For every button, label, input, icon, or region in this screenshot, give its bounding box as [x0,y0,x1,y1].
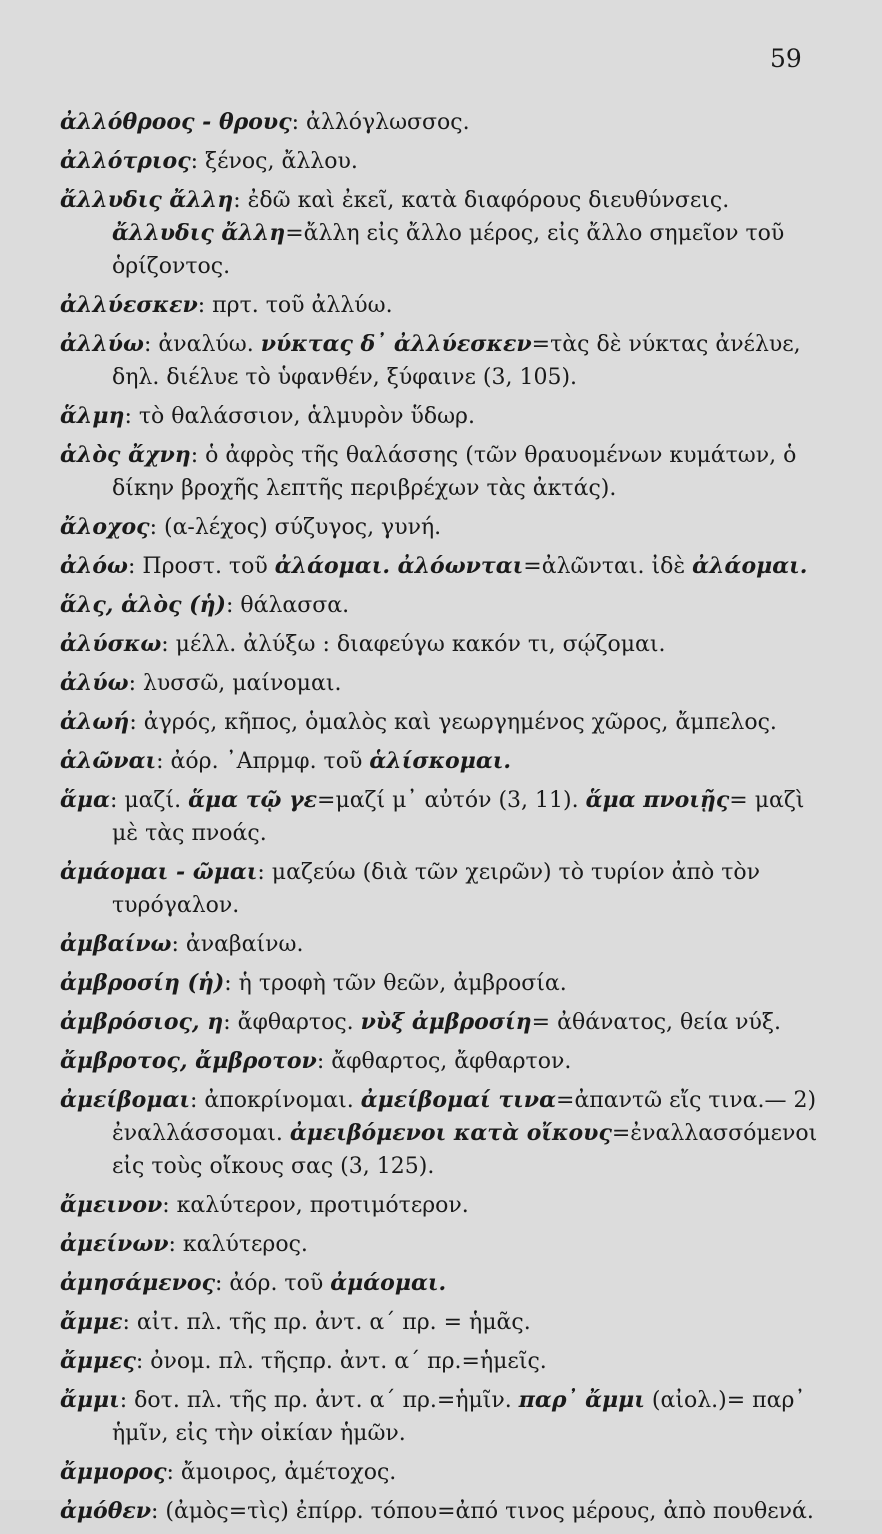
entry-definition: : ὀνομ. πλ. τῆςπρ. ἀντ. α΄ πρ.=ἡμεῖς. [135,1349,547,1374]
entry-citation: ἀμειβόμενοι κατὰ οἴκους [289,1120,612,1146]
entry-definition: : μαζί. [109,788,189,813]
entry-citation: ἀμάομαι. [330,1270,447,1296]
entry-headword: ἄλλυδις ἄλλη [60,187,234,213]
entry-headword: ἀλύω [60,670,129,696]
entry-citation: ἀλάομαι. [692,553,808,579]
page-number: 59 [770,44,802,73]
dictionary-entry [60,1228,820,1261]
entry-definition: : ἀόρ. τοῦ [215,1271,331,1296]
entry-definition: : καλύτερος. [168,1232,308,1257]
dictionary-entry [60,928,820,961]
entry-definition: : λυσσῶ, μαίνομαι. [128,671,342,696]
entry-definition: : ἐδῶ καὶ ἐκεῖ, κατὰ διαφόρους διευθύνσεις. [233,188,730,213]
entry-definition: =ἐναλλασσόμενοι εἰς τοὺς οἴκους σας (3, 125). [112,1121,818,1179]
entry-headword: ἀλύσκω [60,631,162,657]
dictionary-entry [60,628,820,661]
entry-definition: (αἰολ.)= παρ᾿ ἡμῖν, εἰς τὴν οἰκίαν ἡμῶν. [112,1388,806,1446]
entry-citation: ἅμα πνοιῇς [585,787,730,813]
dictionary-entry [60,328,820,394]
entry-headword: ἀμβαίνω [60,931,172,957]
entry-headword: ἀμείβομαι [60,1087,191,1113]
entry-citation: νύκτας δ᾿ ἀλλύεσκεν [260,331,532,357]
entry-definition: : (α-λέχος) σύζυγος, γυνή. [149,515,442,540]
entry-citation: ἄλλυδις ἄλλη [112,220,286,246]
entry-headword: ἀμόθεν [60,1498,152,1524]
dictionary-entry [60,289,820,322]
entry-headword: ἄμμι [60,1387,120,1413]
entry-headword: ἄλοχος [60,514,150,540]
entry-definition: : ἄμοιρος, ἀμέτοχος. [166,1460,397,1485]
dictionary-entry [60,400,820,433]
entry-list [60,106,820,1534]
entry-definition: : ὁ ἀφρὸς τῆς θαλάσσης (τῶν θραυομένων κυμάτων, ὁ δίκην βροχῆς λεπτῆς περιβρέχων τὰς ἀκτάς). [112,443,797,501]
dictionary-entry [60,184,820,283]
entry-headword: ἀμβρόσιος, η [60,1009,224,1035]
entry-definition: : ἡ τροφὴ τῶν θεῶν, ἀμβροσία. [224,971,567,996]
entry-definition: : ἀναβαίνω. [171,932,304,957]
entry-definition: : δοτ. πλ. τῆς πρ. ἀντ. α΄ πρ.=ἡμῖν. [119,1388,519,1413]
entry-headword: ἅμα [60,787,110,813]
entry-definition: : ἀναλύω. [144,332,261,357]
entry-headword: ἄμβροτος, ἄμβροτον [60,1048,317,1074]
dictionary-entry [60,1045,820,1078]
dictionary-entry [60,145,820,178]
entry-headword: ἀλλότριος [60,148,191,174]
entry-headword: ἄμμορος [60,1459,167,1485]
entry-headword: ἀλλύεσκεν [60,292,198,318]
entry-definition: : (ἀμὸς=τὶς) ἐπίρρ. τόπου=ἀπό τινος μέρους, ἀπὸ πουθενά. [151,1499,814,1524]
entry-headword: ἀμησάμενος [60,1270,215,1296]
entry-headword: ἄμεινον [60,1192,163,1218]
dictionary-entry [60,1345,820,1378]
entry-definition: : ἀποκρίνομαι. [190,1088,361,1113]
entry-headword: ἁλῶναι [60,748,157,774]
entry-definition: : τὸ θαλάσσιον, ἁλμυρὸν ὕδωρ. [124,404,475,429]
entry-headword: ἁλὸς ἄχνη [60,442,191,468]
entry-citation: παρ᾿ ἄμμι [518,1387,645,1413]
entry-headword: ἀλλόθροος - θρους [60,109,292,135]
dictionary-entry [60,667,820,700]
entry-citation: ἁλίσκομαι. [369,748,512,774]
entry-definition: =ἀπαντῶ εἴς τινα.— 2) ἐναλλάσσομαι. [112,1088,817,1146]
dictionary-entry [60,1384,820,1450]
entry-definition: : μαζεύω (διὰ τῶν χειρῶν) τὸ τυρίον ἀπὸ τὸν τυρόγαλον. [112,860,761,918]
entry-definition: : ἀόρ. ᾿Απρμφ. τοῦ [156,749,370,774]
entry-citation: ἀμείβομαί τινα [360,1087,557,1113]
dictionary-entry [60,745,820,778]
dictionary-entry [60,706,820,739]
entry-definition: : ξένος, ἄλλου. [190,149,358,174]
entry-definition: : Προστ. τοῦ [127,554,275,579]
entry-definition: =μαζί μ᾿ αὐτόν (3, 11). [317,788,586,813]
entry-citation: ἀλάομαι. ἀλόωνται [274,553,524,579]
entry-definition: =τὰς δὲ νύκτας ἀνέλυε, δηλ. διέλυε τὸ ὑφανθέν, ξύφαινε (3, 105). [112,332,801,390]
entry-definition: : ἀγρός, κῆπος, ὁμαλὸς καὶ γεωργημένος χῶρος, ἄμπελος. [129,710,777,735]
dictionary-entry [60,856,820,922]
entry-definition: = ἀθάνατος, θεία νύξ. [531,1010,781,1035]
dictionary-entry [60,1456,820,1489]
dictionary-entry [60,106,820,139]
entry-definition: =ἄλλη εἰς ἄλλο μέρος, εἰς ἄλλο σημεῖον τοῦ ὁρίζοντος. [112,221,785,279]
dictionary-entry [60,1006,820,1039]
dictionary-entry [60,1306,820,1339]
dictionary-entry [60,1084,820,1183]
entry-definition: : ἀλλόγλωσσος. [291,110,470,135]
entry-definition: =ἀλῶνται. ἰδὲ [523,554,693,579]
entry-definition: : μέλλ. ἀλύξω : διαφεύγω κακόν τι, σῴζομαι. [161,632,666,657]
entry-headword: ἄμμες [60,1348,136,1374]
entry-citation: ἅμα τῷ γε [188,787,318,813]
entry-definition: : καλύτερον, προτιμότερον. [162,1193,469,1218]
entry-definition: = μαζὶ μὲ τὰς πνοάς. [112,788,805,846]
entry-headword: ἀμβροσίη (ἡ) [60,970,225,996]
entry-headword: ἀλωή [60,709,130,735]
entry-headword: ἀμείνων [60,1231,169,1257]
entry-definition: : ἄφθαρτος, ἄφθαρτον. [316,1049,572,1074]
dictionary-entry [60,550,820,583]
entry-headword: ἅλμη [60,403,125,429]
entry-definition: : θάλασσα. [225,593,350,618]
entry-headword: ἀμάομαι - ῶμαι [60,859,258,885]
entry-headword: ἄμμε [60,1309,123,1335]
entry-headword: ἀλόω [60,553,128,579]
dictionary-entry [60,1189,820,1222]
entry-headword: ἅλς, ἁλὸς (ἡ) [60,592,226,618]
entry-definition: : αἰτ. πλ. τῆς πρ. ἀντ. α΄ πρ. = ἡμᾶς. [122,1310,531,1335]
dictionary-entry [60,1267,820,1300]
entry-citation: νὺξ ἀμβροσίη [360,1009,532,1035]
entry-definition: : ἄφθαρτος. [223,1010,361,1035]
entry-definition: : πρτ. τοῦ ἀλλύω. [197,293,393,318]
dictionary-entry [60,967,820,1000]
dictionary-entry [60,511,820,544]
dictionary-entry [60,439,820,505]
dictionary-entry [60,589,820,622]
dictionary-entry [60,784,820,850]
entry-headword: ἀλλύω [60,331,144,357]
